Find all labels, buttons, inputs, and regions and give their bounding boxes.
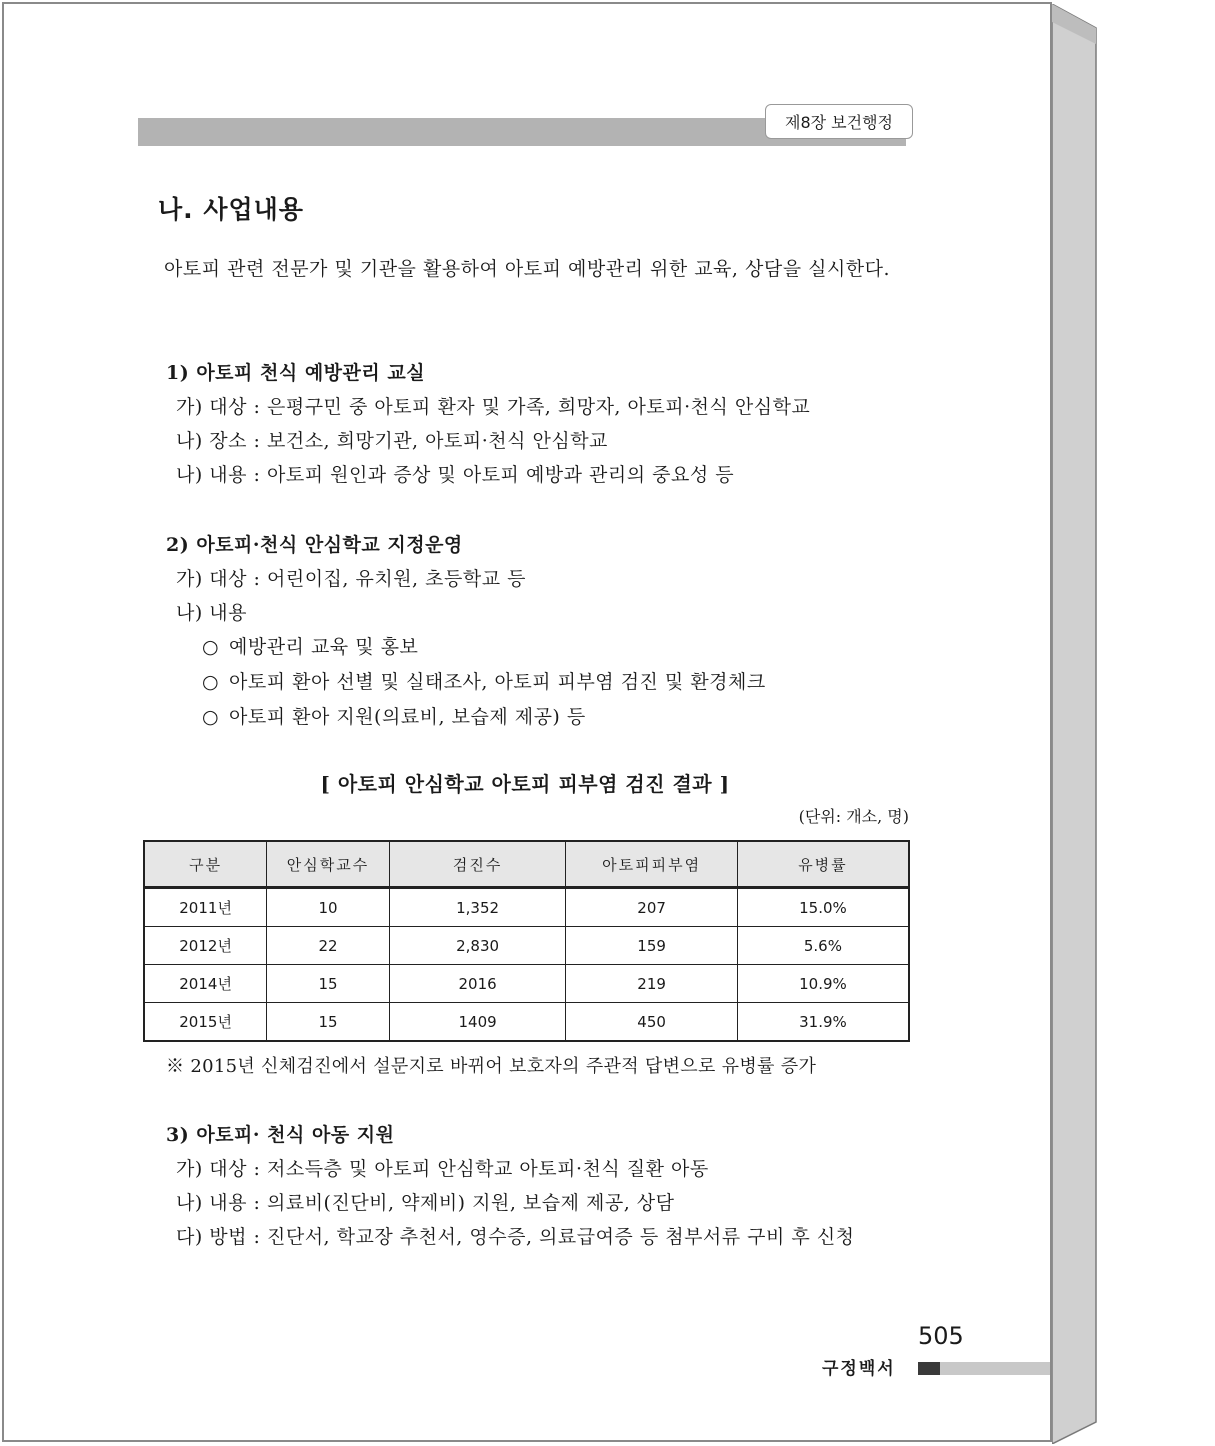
table-cell: 219 <box>566 965 738 1003</box>
table-cell: 450 <box>566 1003 738 1042</box>
results-table <box>143 840 910 1042</box>
table-cell: 15 <box>267 1003 390 1042</box>
table-cell: 15.0% <box>737 888 909 927</box>
table-header-row <box>144 841 909 888</box>
item3-target-line: 가) 대상 : 저소득층 및 아토피 안심학교 아토피·천식 질환 아동 <box>176 1158 709 1180</box>
item2-title: 2) 아토피·천식 안심학교 지정운영 <box>166 534 463 556</box>
table-cell: 2,830 <box>389 927 566 965</box>
unit-note: (단위: 개소, 명) <box>798 807 909 826</box>
bullet-circle-icon: ○ <box>202 636 220 658</box>
page-edge-decoration <box>1052 4 1098 1444</box>
column-header: 유병률 <box>737 841 909 888</box>
item2-target-line: 가) 대상 : 어린이집, 유치원, 초등학교 등 <box>176 568 526 590</box>
item3-method-line: 다) 방법 : 진단서, 학교장 추천서, 영수증, 의료급여증 등 첨부서류 구비 후 신청 <box>176 1226 855 1248</box>
footer-bar <box>940 1362 1050 1375</box>
bullet-circle-icon: ○ <box>202 671 220 693</box>
table-cell: 2015년 <box>144 1003 267 1042</box>
item2-content-line: 나) 내용 <box>176 602 248 624</box>
intro-paragraph: 아토피 관련 전문가 및 기관을 활용하여 아토피 예방관리 위한 교육, 상담을 실시한다. <box>164 258 891 280</box>
table-footnote: ※ 2015년 신체검진에서 설문지로 바뀌어 보호자의 주관적 답변으로 유병률 증가 <box>166 1056 817 1077</box>
table-cell: 2012년 <box>144 927 267 965</box>
table-cell: 2011년 <box>144 888 267 927</box>
item1-content-line: 나) 내용 : 아토피 원인과 증상 및 아토피 예방과 관리의 중요성 등 <box>176 464 735 486</box>
section-title: 나. 사업내용 <box>158 195 304 224</box>
book-title: 구정백서 <box>822 1359 896 1379</box>
table-row <box>144 927 909 965</box>
footer-bar-accent <box>918 1362 940 1375</box>
table-title: [ 아토피 안심학교 아토피 피부염 검진 결과 ] <box>320 772 730 796</box>
chapter-tab: 제8장 보건행정 <box>765 104 913 139</box>
column-header: 검진수 <box>389 841 566 888</box>
list-item: ○ 예방관리 교육 및 홍보 <box>202 636 419 658</box>
table-cell: 2014년 <box>144 965 267 1003</box>
column-header: 구분 <box>144 841 267 888</box>
table-cell: 31.9% <box>737 1003 909 1042</box>
item1-place-line: 나) 장소 : 보건소, 희망기관, 아토피·천식 안심학교 <box>176 430 608 452</box>
page-number: 505 <box>918 1322 964 1350</box>
table-cell: 10.9% <box>737 965 909 1003</box>
table-cell: 10 <box>267 888 390 927</box>
table-row <box>144 1003 909 1042</box>
table-cell: 15 <box>267 965 390 1003</box>
table-row <box>144 965 909 1003</box>
table-cell: 159 <box>566 927 738 965</box>
table-cell: 5.6% <box>737 927 909 965</box>
column-header: 아토피피부염 <box>566 841 738 888</box>
bullet-circle-icon: ○ <box>202 706 220 728</box>
table-cell: 1409 <box>389 1003 566 1042</box>
list-item: ○ 아토피 환아 선별 및 실태조사, 아토피 피부염 검진 및 환경체크 <box>202 671 766 693</box>
table-cell: 22 <box>267 927 390 965</box>
item3-title: 3) 아토피· 천식 아동 지원 <box>166 1124 395 1146</box>
table-cell: 2016 <box>389 965 566 1003</box>
table-row <box>144 888 909 927</box>
item1-title: 1) 아토피 천식 예방관리 교실 <box>166 362 426 384</box>
table-cell: 1,352 <box>389 888 566 927</box>
item3-content-line: 나) 내용 : 의료비(진단비, 약제비) 지원, 보습제 제공, 상담 <box>176 1192 675 1214</box>
item1-target-line: 가) 대상 : 은평구민 중 아토피 환자 및 가족, 희망자, 아토피·천식 안심학교 <box>176 396 811 418</box>
list-item: ○ 아토피 환아 지원(의료비, 보습제 제공) 등 <box>202 706 586 728</box>
table-cell: 207 <box>566 888 738 927</box>
column-header: 안심학교수 <box>267 841 390 888</box>
